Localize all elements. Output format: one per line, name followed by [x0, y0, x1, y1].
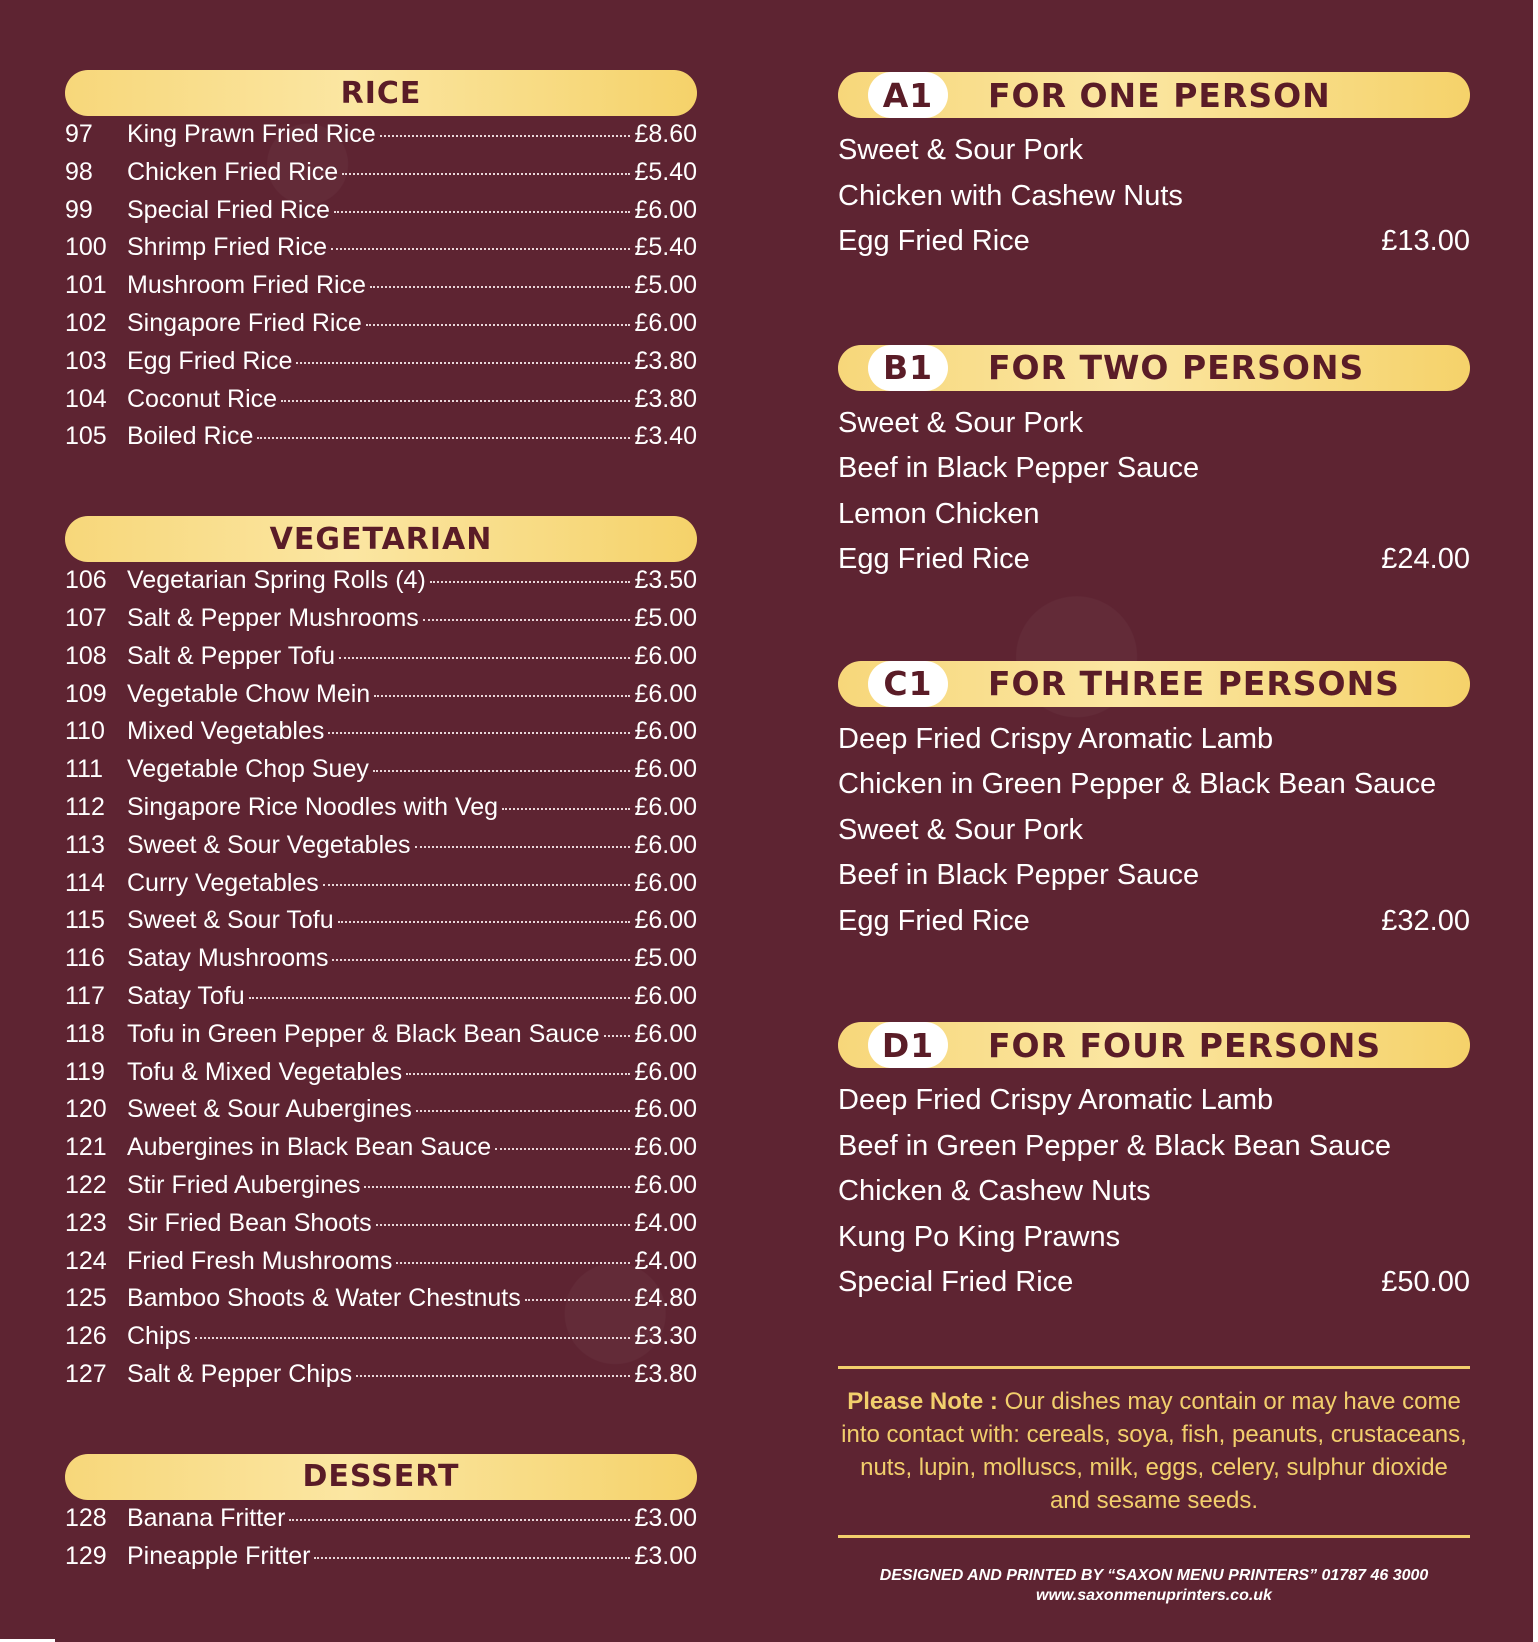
item-price: £6.00	[634, 308, 697, 337]
item-number: 103	[65, 346, 107, 375]
menu-item	[65, 1171, 697, 1209]
item-price: £6.00	[634, 1095, 697, 1124]
menu-item	[65, 309, 697, 347]
menu-item	[65, 271, 697, 309]
set-menu-item-name: Beef in Black Pepper Sauce	[838, 452, 1200, 485]
menu-item	[65, 158, 697, 196]
menu-item	[65, 1058, 697, 1096]
set-menu-item-name: Chicken with Cashew Nuts	[838, 179, 1183, 212]
set-menu-item	[838, 128, 1470, 174]
item-number: 124	[65, 1246, 107, 1275]
set-menu-header	[838, 72, 1470, 118]
dot-leader	[356, 1375, 630, 1377]
item-number: 97	[65, 120, 93, 148]
set-menu-code: C1	[868, 661, 948, 707]
set-menu-price: £13.00	[1381, 225, 1470, 258]
set-menu-item-name: Egg Fried Rice	[838, 225, 1030, 258]
item-name: Sir Fried Bean Shoots	[127, 1208, 372, 1237]
set-menu-item-name: Egg Fried Rice	[838, 543, 1030, 576]
item-number: 115	[65, 906, 105, 935]
menu-item	[65, 1209, 697, 1247]
menu-item	[65, 1020, 697, 1058]
set-menu-items	[838, 1078, 1470, 1306]
set-menu-item-name: Deep Fried Crispy Aromatic Lamb	[838, 1084, 1274, 1117]
set-menu-item	[838, 717, 1470, 763]
allergen-note	[838, 1366, 1470, 1538]
set-menu-item	[838, 446, 1470, 492]
dot-leader	[296, 362, 630, 364]
item-number: 102	[65, 308, 107, 337]
section-header-dessert: DESSERT	[65, 1454, 697, 1500]
item-name: Vegetable Chow Mein	[127, 679, 371, 708]
item-name: Boiled Rice	[127, 422, 254, 451]
set-menu-items	[838, 128, 1470, 265]
menu-item	[65, 347, 697, 385]
item-name: Mixed Vegetables	[127, 717, 325, 746]
item-price: £6.00	[634, 1057, 697, 1086]
menu-item	[65, 196, 697, 234]
item-price: £6.00	[634, 792, 697, 821]
set-menu-code: A1	[868, 72, 948, 118]
item-number: 113	[65, 830, 105, 859]
item-price: £6.00	[634, 755, 697, 784]
menu-list-vegetarian	[65, 566, 697, 1398]
item-number: 126	[65, 1322, 107, 1351]
item-price: £5.00	[634, 944, 697, 973]
dot-leader	[430, 581, 631, 583]
menu-item	[65, 831, 697, 869]
dot-leader	[331, 248, 630, 250]
menu-item	[65, 1247, 697, 1285]
dot-leader	[323, 884, 631, 886]
item-number: 127	[65, 1359, 107, 1388]
menu-item	[65, 717, 697, 755]
set-menus	[838, 72, 1470, 1306]
item-number: 106	[65, 566, 107, 595]
menu-item	[65, 1322, 697, 1360]
dot-leader	[249, 997, 631, 999]
item-number: 99	[65, 195, 93, 224]
item-price: £4.00	[634, 1208, 697, 1237]
item-price: £3.80	[634, 346, 697, 375]
left-column	[65, 70, 697, 1579]
dot-leader	[502, 808, 630, 810]
dot-leader	[339, 657, 630, 659]
set-menu-item	[838, 1124, 1470, 1170]
set-menu-title: FOR TWO PERSONS	[988, 348, 1365, 387]
dot-leader	[281, 400, 630, 402]
dot-leader	[332, 959, 630, 961]
item-price: £4.00	[634, 1246, 697, 1275]
set-menu-header	[838, 661, 1470, 707]
set-menu-title: FOR ONE PERSON	[988, 75, 1331, 115]
item-name: Satay Mushrooms	[127, 944, 329, 973]
note-lead: Please Note :	[847, 1387, 998, 1415]
item-name: Salt & Pepper Mushrooms	[127, 603, 419, 632]
item-name: Vegetarian Spring Rolls (4)	[127, 566, 426, 595]
item-number: 101	[65, 271, 107, 300]
item-number: 117	[65, 981, 105, 1010]
edge-strip-right	[1533, 0, 1538, 1642]
item-name: Bamboo Shoots & Water Chestnuts	[127, 1284, 521, 1313]
item-price: £3.80	[634, 1359, 697, 1388]
set-menu-header	[838, 345, 1470, 391]
dot-leader	[334, 211, 631, 213]
dot-leader	[416, 1110, 631, 1112]
item-price: £4.80	[634, 1284, 697, 1313]
set-menu-item-name: Kung Po King Prawns	[838, 1220, 1121, 1253]
item-number: 125	[65, 1284, 107, 1313]
item-name: Sweet & Sour Vegetables	[127, 830, 411, 859]
set-menu-price: £32.00	[1381, 904, 1470, 937]
item-price: £3.80	[634, 384, 697, 413]
menu-item	[65, 1133, 697, 1171]
item-name: Chicken Fried Rice	[127, 157, 339, 186]
item-number: 116	[65, 944, 105, 973]
item-price: £6.00	[634, 868, 697, 897]
dot-leader	[376, 1224, 631, 1226]
dot-leader	[406, 1073, 630, 1075]
item-price: £3.00	[634, 1503, 697, 1532]
dot-leader	[289, 1519, 630, 1521]
dot-leader	[495, 1148, 630, 1150]
set-menu-b1	[838, 345, 1470, 583]
menu-item	[65, 1542, 697, 1580]
menu-item	[65, 120, 697, 158]
item-number: 110	[65, 717, 105, 746]
menu-item	[65, 680, 697, 718]
set-menu-item	[838, 492, 1470, 538]
set-menu-item-name: Sweet & Sour Pork	[838, 813, 1083, 846]
set-menu-item	[838, 853, 1470, 899]
dot-leader	[374, 695, 630, 697]
item-name: Banana Fritter	[127, 1503, 286, 1532]
set-menu-price: £50.00	[1381, 1266, 1470, 1299]
set-menu-price: £24.00	[1381, 543, 1470, 576]
item-number: 107	[65, 603, 107, 632]
item-name: Salt & Pepper Chips	[127, 1359, 353, 1388]
item-price: £8.60	[634, 120, 697, 148]
set-menu-d1	[838, 1022, 1470, 1306]
item-price: £6.00	[634, 1133, 697, 1162]
menu-item	[65, 233, 697, 271]
item-price: £5.40	[634, 157, 697, 186]
item-price: £3.40	[634, 422, 697, 451]
menu-item	[65, 982, 697, 1020]
item-number: 111	[65, 755, 104, 784]
item-number: 108	[65, 641, 107, 670]
item-price: £3.50	[634, 566, 697, 595]
item-price: £6.00	[634, 717, 697, 746]
set-menu-code: D1	[868, 1022, 948, 1068]
menu-item	[65, 944, 697, 982]
set-menu-items	[838, 717, 1470, 945]
set-menu-item	[838, 537, 1470, 583]
item-name: Salt & Pepper Tofu	[127, 641, 336, 670]
set-menu-item	[838, 1260, 1470, 1306]
menu-item	[65, 793, 697, 831]
menu-item	[65, 1360, 697, 1398]
item-number: 119	[65, 1057, 105, 1086]
set-menu-item-name: Chicken & Cashew Nuts	[838, 1175, 1151, 1208]
dot-leader	[366, 324, 631, 326]
menu-item	[65, 1284, 697, 1322]
item-name: Singapore Rice Noodles with Veg	[127, 792, 499, 821]
item-name: Chips	[127, 1322, 191, 1351]
item-name: Pineapple Fritter	[127, 1541, 311, 1570]
set-menu-item-name: Special Fried Rice	[838, 1266, 1074, 1299]
item-name: Coconut Rice	[127, 384, 278, 413]
set-menu-items	[838, 401, 1470, 583]
menu-list-dessert	[65, 1504, 697, 1580]
item-name: Tofu & Mixed Vegetables	[127, 1057, 403, 1086]
item-name: Sweet & Sour Aubergines	[127, 1095, 412, 1124]
item-name: Fried Fresh Mushrooms	[127, 1246, 393, 1275]
dot-leader	[257, 437, 630, 439]
item-price: £3.30	[634, 1322, 697, 1351]
item-name: Vegetable Chop Suey	[127, 755, 369, 784]
item-number: 123	[65, 1208, 107, 1237]
printer-credit	[838, 1566, 1470, 1606]
set-menu-item	[838, 401, 1470, 447]
dot-leader	[364, 1186, 630, 1188]
item-number: 118	[65, 1019, 105, 1048]
dot-leader	[328, 732, 630, 734]
item-price: £6.00	[634, 1019, 697, 1048]
item-name: Satay Tofu	[127, 981, 245, 1010]
set-menu-item-name: Egg Fried Rice	[838, 904, 1030, 937]
menu-item	[65, 422, 697, 460]
right-column	[838, 72, 1470, 1606]
set-menu-item-name: Beef in Black Pepper Sauce	[838, 859, 1200, 892]
section-header-rice: RICE	[65, 70, 697, 116]
dot-leader	[338, 921, 631, 923]
set-menu-item	[838, 219, 1470, 265]
dot-leader	[396, 1262, 630, 1264]
set-menu-item	[838, 1169, 1470, 1215]
item-number: 120	[65, 1095, 107, 1124]
item-name: Shrimp Fried Rice	[127, 233, 328, 262]
note-text: Our dishes may contain or may have come into contact with: cereals, soya, fish, peanuts, crustaceans, nuts, lupin, molluscs, milk, eggs, celery, sulphur dioxide and sesame seeds.	[841, 1387, 1467, 1514]
item-number: 105	[65, 422, 107, 451]
item-name: Curry Vegetables	[127, 868, 319, 897]
set-menu-item	[838, 1215, 1470, 1261]
item-price: £5.00	[634, 271, 697, 300]
item-number: 114	[65, 868, 105, 897]
set-menu-a1	[838, 72, 1470, 265]
printer-credit-line: DESIGNED AND PRINTED BY “SAXON MENU PRINTERS” 01787 46 3000	[879, 1566, 1429, 1584]
menu-item	[65, 755, 697, 793]
dot-leader	[423, 619, 631, 621]
item-name: Singapore Fried Rice	[127, 308, 362, 337]
menu-item	[65, 385, 697, 423]
dot-leader	[195, 1337, 631, 1339]
item-price: £6.00	[634, 906, 697, 935]
menu-item	[65, 604, 697, 642]
set-menu-item-name: Lemon Chicken	[838, 497, 1040, 530]
item-number: 122	[65, 1170, 107, 1199]
item-price: £5.00	[634, 603, 697, 632]
item-price: £6.00	[634, 679, 697, 708]
set-menu-item-name: Sweet & Sour Pork	[838, 134, 1083, 167]
item-number: 128	[65, 1503, 107, 1532]
set-menu-item-name: Deep Fried Crispy Aromatic Lamb	[838, 722, 1274, 755]
item-name: Tofu in Green Pepper & Black Bean Sauce	[127, 1019, 600, 1048]
menu-item	[65, 906, 697, 944]
printer-website: www.saxonmenuprinters.co.uk	[1036, 1586, 1272, 1604]
set-menu-title: FOR FOUR PERSONS	[988, 1025, 1382, 1065]
set-menu-item	[838, 174, 1470, 220]
dot-leader	[525, 1299, 631, 1301]
item-name: Egg Fried Rice	[127, 346, 293, 375]
set-menu-item	[838, 808, 1470, 854]
set-menu-header	[838, 1022, 1470, 1068]
set-menu-item	[838, 1078, 1470, 1124]
item-number: 100	[65, 233, 107, 262]
set-menu-title: FOR THREE PERSONS	[988, 664, 1400, 703]
item-number: 104	[65, 384, 107, 413]
item-name: Aubergines in Black Bean Sauce	[127, 1133, 492, 1162]
item-name: Stir Fried Aubergines	[127, 1170, 361, 1199]
dot-leader	[373, 770, 631, 772]
dot-leader	[604, 1035, 631, 1037]
item-name: Sweet & Sour Tofu	[127, 906, 334, 935]
dot-leader	[370, 286, 630, 288]
dot-leader	[314, 1557, 630, 1559]
menu-list-rice	[65, 120, 697, 460]
dot-leader	[415, 846, 631, 848]
dot-leader	[380, 135, 631, 137]
set-menu-item	[838, 899, 1470, 945]
menu-item	[65, 642, 697, 680]
item-price: £3.00	[634, 1541, 697, 1570]
set-menu-item	[838, 762, 1470, 808]
item-number: 112	[65, 792, 105, 821]
item-name: Special Fried Rice	[127, 195, 330, 224]
menu-item	[65, 869, 697, 907]
item-number: 129	[65, 1541, 107, 1570]
set-menu-item-name: Beef in Green Pepper & Black Bean Sauce	[838, 1129, 1391, 1162]
item-number: 121	[65, 1133, 107, 1162]
set-menu-item-name: Sweet & Sour Pork	[838, 406, 1083, 439]
section-header-vegetarian: VEGETARIAN	[65, 516, 697, 562]
set-menu-code: B1	[868, 345, 948, 391]
item-number: 98	[65, 157, 93, 186]
item-name: Mushroom Fried Rice	[127, 271, 366, 300]
set-menu-item-name: Chicken in Green Pepper & Black Bean Sauce	[838, 768, 1437, 801]
dot-leader	[342, 173, 630, 175]
item-price: £6.00	[634, 830, 697, 859]
item-price: £6.00	[634, 1170, 697, 1199]
item-price: £6.00	[634, 981, 697, 1010]
menu-item	[65, 1095, 697, 1133]
item-name: King Prawn Fried Rice	[127, 120, 376, 148]
item-price: £6.00	[634, 195, 697, 224]
set-menu-c1	[838, 661, 1470, 945]
item-price: £5.40	[634, 233, 697, 262]
item-number: 109	[65, 679, 107, 708]
menu-item	[65, 566, 697, 604]
item-price: £6.00	[634, 641, 697, 670]
menu-item	[65, 1504, 697, 1542]
